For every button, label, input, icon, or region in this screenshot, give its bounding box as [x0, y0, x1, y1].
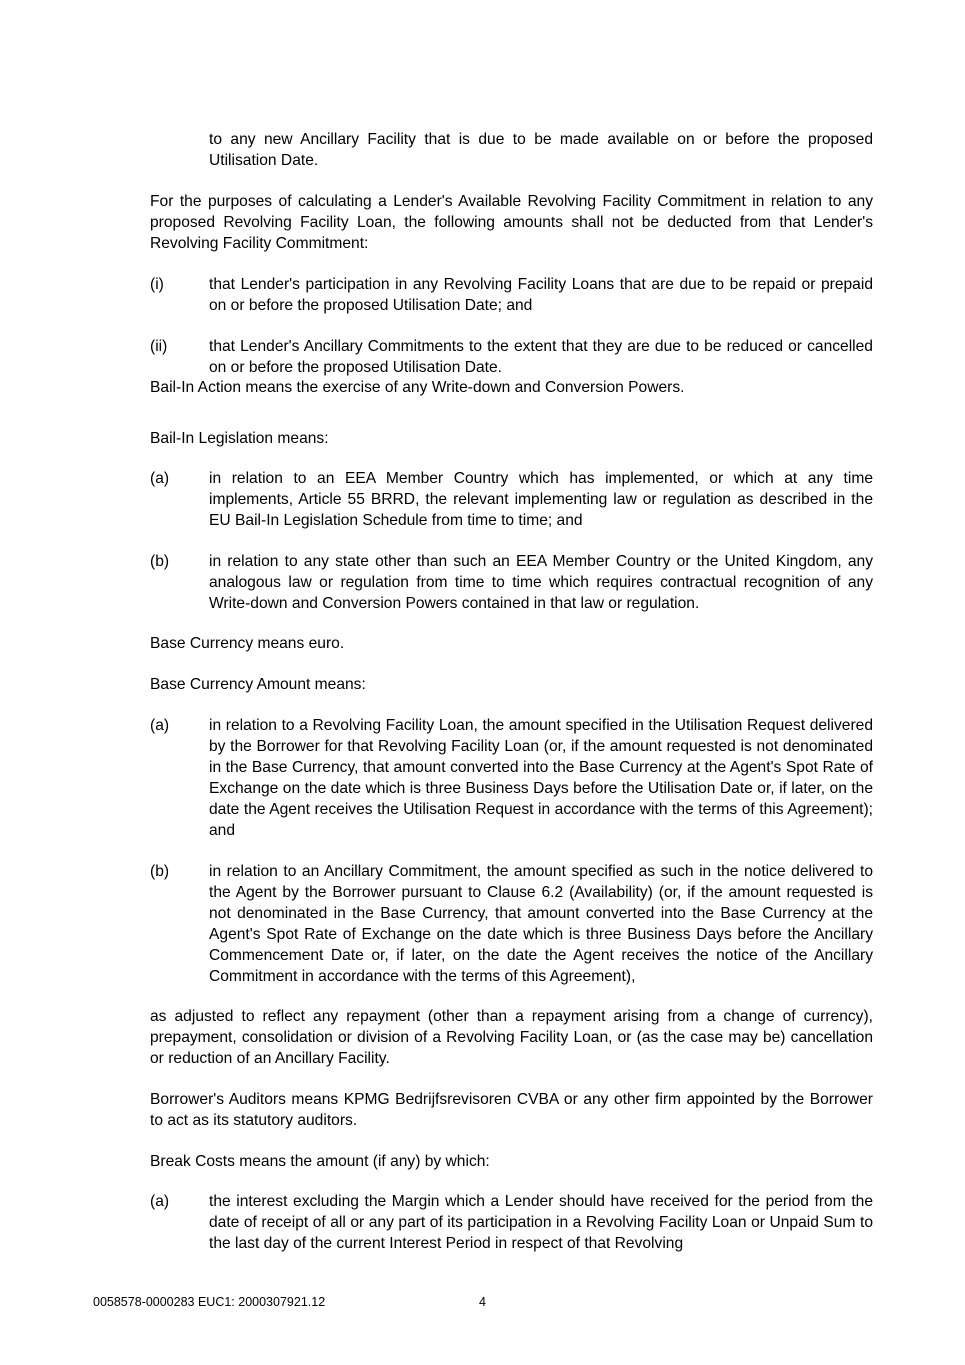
list-item: the interest excluding the Margin which a Lender should have received for the period from the date of receipt of all or any part of its participation in a Revolving Facility Loan or Unpaid Sum to the last day of the current Interest Period in respect of that Revolving	[209, 1193, 873, 1252]
list-marker: (a)	[150, 717, 170, 734]
definition-bail-in-action: Bail-In Action means the exercise of any Write-down and Conversion Powers.	[150, 379, 685, 396]
definition-base-currency-amount: Base Currency Amount means:	[150, 676, 366, 693]
list-item: in relation to an EEA Member Country which has implemented, or which at any time implements, Article 55 BRRD, the relevant implementing law or regulation as described in the EU Bail-In Legislation Schedule from time to time; and	[209, 470, 873, 529]
page-number: 4	[479, 1295, 486, 1309]
continued-paragraph: to any new Ancillary Facility that is due to be made available on or before the proposed Utilisation Date.	[209, 131, 873, 169]
definition-break-costs: Break Costs means the amount (if any) by which:	[150, 1153, 490, 1170]
list-marker: (a)	[150, 1193, 170, 1210]
definition-borrowers-auditors: Borrower's Auditors means KPMG Bedrijfsrevisoren CVBA or any other firm appointed by the Borrower to act as its statutory auditors.	[150, 1091, 873, 1129]
list-marker: (ii)	[150, 338, 168, 355]
list-marker: (b)	[150, 863, 170, 880]
definition-base-currency: Base Currency means euro.	[150, 635, 345, 652]
as-adjusted-paragraph: as adjusted to reflect any repayment (other than a repayment arising from a change of currency), prepayment, consolidation or division of a Revolving Facility Loan, or (as the case may be) cancellation or reduction of an Ancillary Facility.	[150, 1008, 873, 1067]
list-marker: (i)	[150, 276, 164, 293]
list-item: that Lender's Ancillary Commitments to the extent that they are due to be reduced or cancelled on or before the proposed Utilisation Date.	[209, 338, 873, 376]
list-item: in relation to an Ancillary Commitment, the amount specified as such in the notice delivered to the Agent by the Borrower pursuant to Clause 6.2 (Availability) (or, if the amount requested is not denominated in the Base Currency, that amount converted into the Base Currency at the Agent's Spot Rate of Exchange on the date which is three Business Days before the Ancillary Commencement Date or, if later, on the date the Agent receives the notice of the Ancillary Commitment in accordance with the terms of this Agreement),	[209, 863, 873, 985]
list-marker: (a)	[150, 470, 170, 487]
list-item: that Lender's participation in any Revolving Facility Loans that are due to be repaid or prepaid on or before the proposed Utilisation Date; and	[209, 276, 873, 314]
list-item: in relation to any state other than such an EEA Member Country or the United Kingdom, any analogous law or regulation from time to time which requires contractual recognition of any Write-down and Conversion Powers contained in that law or regulation.	[209, 553, 873, 612]
definition-bail-in-legislation: Bail-In Legislation means:	[150, 430, 329, 447]
list-item: in relation to a Revolving Facility Loan, the amount specified in the Utilisation Request delivered by the Borrower for that Revolving Facility Loan (or, if the amount requested is not denominated in the Base Currency, that amount converted into the Base Currency at the Agent's Spot Rate of Exchange on the date which is three Business Days before the Utilisation Date or, if later, on the date the Agent receives the Utilisation Request in accordance with the terms of this Agreement); and	[209, 717, 873, 839]
purposes-paragraph: For the purposes of calculating a Lender's Available Revolving Facility Commitment in relation to any proposed Revolving Facility Loan, the following amounts shall not be deducted from that Lender's Revolving Facility Commitment:	[150, 193, 873, 252]
list-marker: (b)	[150, 553, 170, 570]
footer-reference: 0058578-0000283 EUC1: 2000307921.12	[93, 1295, 326, 1309]
